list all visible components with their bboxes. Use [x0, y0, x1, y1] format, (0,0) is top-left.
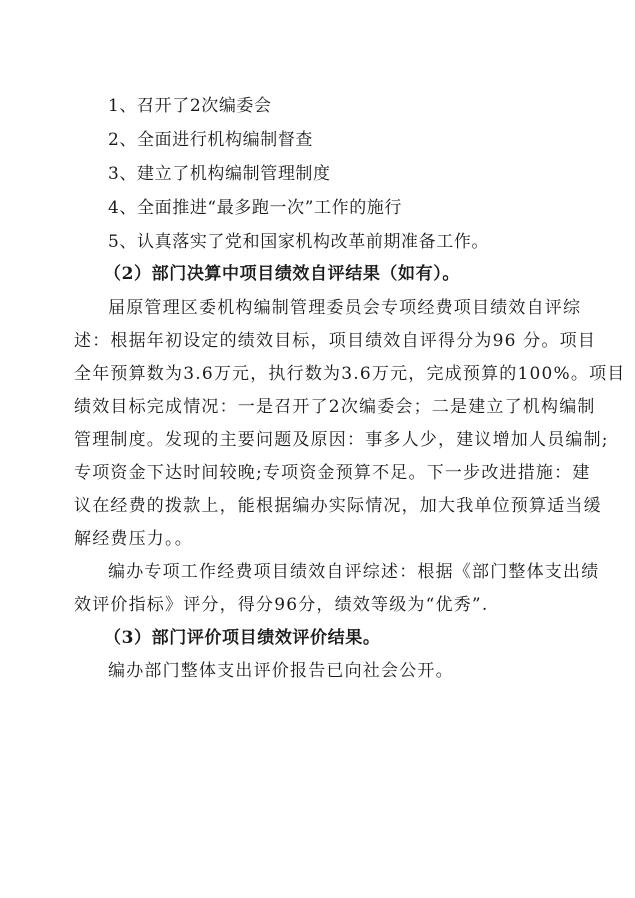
list-item-3: 3、建立了机构编制管理制度: [108, 164, 331, 184]
list-item-5: 5、认真落实了党和国家机构改革前期准备工作。: [108, 232, 490, 252]
paragraph-line: 全年预算数为3.6万元，执行数为3.6万元，完成预算的100%。项目: [74, 364, 626, 384]
paragraph-line: 述：根据年初设定的绩效目标，项目绩效自评得分为96 分。项目: [74, 331, 597, 351]
section-2-heading: （2）部门决算中项目绩效自评结果（如有）。: [104, 264, 460, 284]
paragraph-line: 议在经费的拨款上，能根据编办实际情况，加大我单位预算适当缓: [74, 496, 602, 516]
paragraph-line: 效评价指标》评分，得分96分，绩效等级为“优秀”.: [74, 595, 489, 615]
list-item-1: 1、召开了2次编委会: [108, 96, 272, 116]
paragraph-line: 绩效目标完成情况：一是召开了2次编委会；二是建立了机构编制: [74, 397, 596, 417]
paragraph-line: 届原管理区委机构编制管理委员会专项经费项目绩效自评综: [108, 298, 582, 318]
paragraph-line: 编办专项工作经费项目绩效自评综述：根据《部门整体支出绩: [108, 562, 600, 582]
paragraph-line: 解经费压力。。: [74, 529, 193, 549]
list-item-2: 2、全面进行机构编制督查: [108, 130, 314, 150]
list-item-4: 4、全面推进“最多跑一次”工作的施行: [108, 198, 402, 218]
paragraph-line: 专项资金下达时间较晚;专项资金预算不足。下一步改进措施：建: [74, 463, 591, 483]
section-3-heading: （3）部门评价项目绩效评价结果。: [104, 628, 381, 648]
paragraph-line: 编办部门整体支出评价报告已向社会公开。: [108, 661, 454, 681]
paragraph-line: 管理制度。发现的主要问题及原因：事多人少，建议增加人员编制;: [74, 430, 609, 450]
